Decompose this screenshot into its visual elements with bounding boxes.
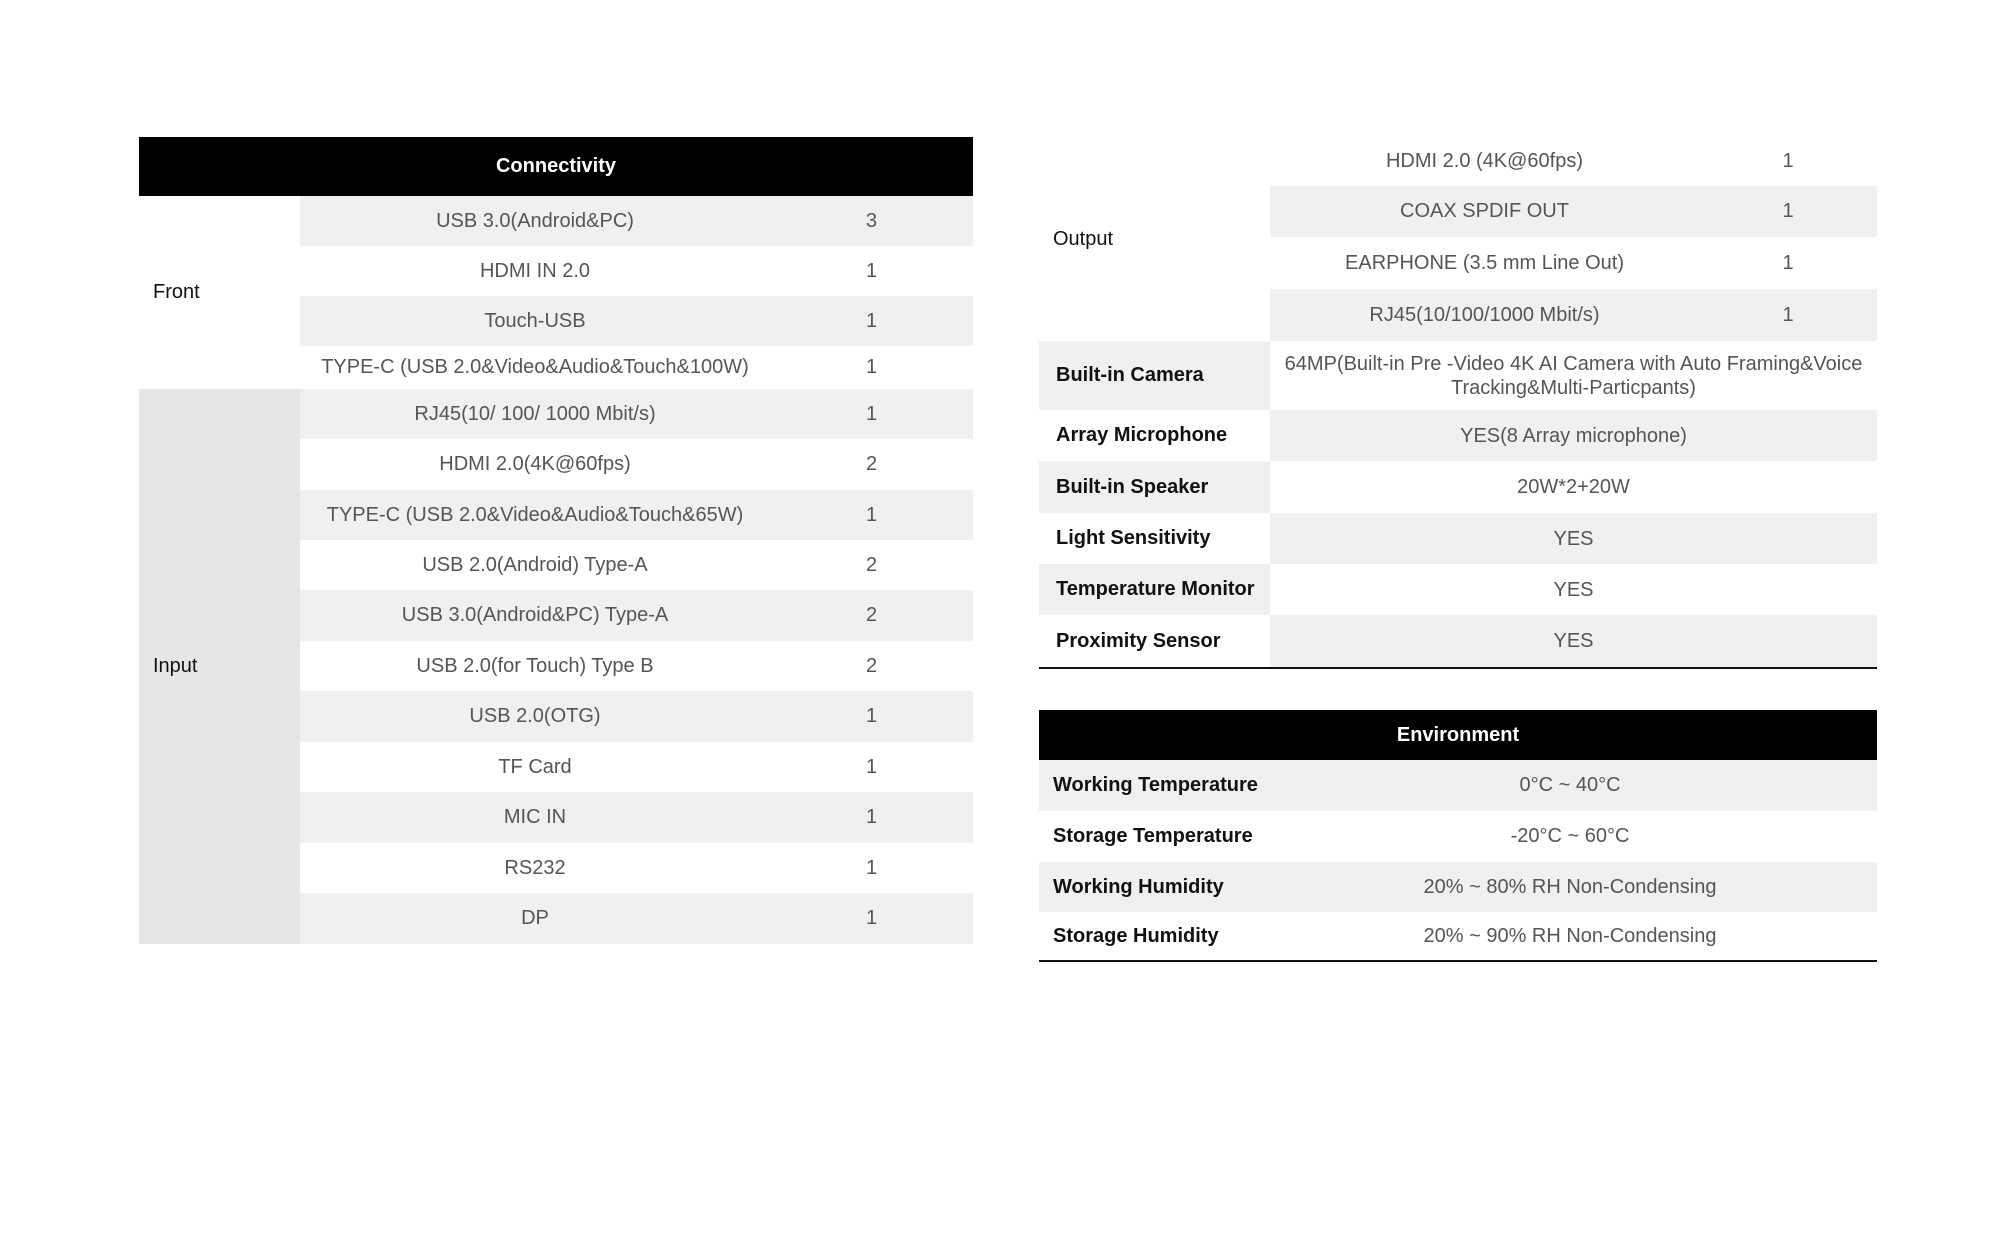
port-qty: 2 <box>865 604 878 626</box>
env-value: 0°C ~ 40°C <box>1519 774 1621 796</box>
table-row <box>1039 912 1877 960</box>
port-qty: 1 <box>865 806 878 828</box>
table-row <box>300 641 973 691</box>
port-name: RJ45(10/ 100/ 1000 Mbit/s) <box>414 402 656 425</box>
port-name: TYPE-C (USB 2.0&Video&Audio&Touch&65W) <box>326 503 744 526</box>
port-qty: 1 <box>865 705 878 727</box>
port-qty: 1 <box>865 259 878 282</box>
input-group <box>139 389 973 944</box>
feature-row-temperature-monitor <box>1039 564 1877 615</box>
port-name: RS232 <box>504 856 566 879</box>
env-label: Storage Humidity <box>1053 924 1219 947</box>
port-qty: 1 <box>865 402 878 425</box>
table-row <box>300 742 973 792</box>
port-name: COAX SPDIF OUT <box>1400 200 1569 222</box>
port-name: DP <box>521 907 549 929</box>
table-row <box>1039 760 1877 811</box>
port-name: MIC IN <box>503 806 567 828</box>
table-row <box>300 590 973 641</box>
port-name: USB 3.0(Android&PC) Type-A <box>401 604 669 626</box>
front-group-label: Front <box>153 281 200 303</box>
connectivity-header: Connectivity <box>139 137 973 196</box>
port-name: USB 3.0(Android&PC) <box>436 209 634 232</box>
feature-value: YES <box>1270 564 1877 615</box>
port-qty: 1 <box>865 503 878 526</box>
port-name: HDMI 2.0 (4K@60fps) <box>1385 150 1584 172</box>
feature-label: Proximity Sensor <box>1056 629 1221 652</box>
port-qty: 1 <box>1782 150 1794 172</box>
table-row <box>300 346 973 389</box>
table-row <box>300 893 973 944</box>
port-name: USB 2.0(Android) Type-A <box>422 553 648 576</box>
input-group-label: Input <box>139 389 300 944</box>
port-qty: 1 <box>1782 251 1794 274</box>
table-row <box>300 540 973 590</box>
port-qty: 1 <box>865 356 878 378</box>
table-row <box>300 490 973 540</box>
table-row <box>300 196 973 246</box>
feature-row-microphone <box>1039 410 1877 461</box>
port-qty: 1 <box>865 755 878 778</box>
feature-value: YES <box>1270 615 1877 667</box>
env-label: Working Temperature <box>1053 774 1258 796</box>
table-bottom-rule <box>1039 960 1877 962</box>
port-name: HDMI IN 2.0 <box>479 259 591 282</box>
port-qty: 2 <box>865 654 878 677</box>
feature-label: Light Sensitivity <box>1056 527 1211 549</box>
port-qty: 2 <box>865 553 878 576</box>
port-qty: 1 <box>865 856 878 879</box>
table-row <box>300 843 973 893</box>
table-row <box>1270 237 1877 289</box>
table-row <box>1039 862 1877 912</box>
env-label: Working Humidity <box>1053 875 1224 898</box>
port-qty: 1 <box>865 309 878 332</box>
feature-label: Array Microphone <box>1056 424 1228 446</box>
feature-value: YES(8 Array microphone) <box>1270 410 1877 461</box>
table-row <box>300 296 973 346</box>
port-name: EARPHONE (3.5 mm Line Out) <box>1345 251 1624 274</box>
table-row <box>1270 289 1877 341</box>
feature-row-speaker <box>1039 461 1877 513</box>
output-features-table <box>1039 137 1877 669</box>
port-qty: 2 <box>865 453 878 475</box>
table-row <box>300 691 973 742</box>
env-value: 20% ~ 80% RH Non-Condensing <box>1423 875 1717 898</box>
env-value: 20% ~ 90% RH Non-Condensing <box>1423 924 1717 947</box>
connectivity-table <box>139 137 973 944</box>
port-qty: 1 <box>1782 303 1794 326</box>
port-name: USB 2.0(for Touch) Type B <box>416 654 654 677</box>
environment-table <box>1039 710 1877 962</box>
output-group <box>1039 137 1877 341</box>
feature-value: YES <box>1270 513 1877 564</box>
feature-value: 64MP(Built-in Pre -Video 4K AI Camera with Auto Framing&Voice Tracking&Multi-Particpants) <box>1270 341 1877 410</box>
output-group-label: Output <box>1053 227 1114 250</box>
table-row <box>300 792 973 843</box>
table-row <box>1270 137 1877 186</box>
table-row <box>300 439 973 490</box>
port-name: USB 2.0(OTG) <box>469 705 601 727</box>
env-label: Storage Temperature <box>1053 825 1253 847</box>
port-name: RJ45(10/100/1000 Mbit/s) <box>1369 303 1600 326</box>
port-name: HDMI 2.0(4K@60fps) <box>439 453 631 475</box>
table-row <box>300 389 973 439</box>
port-name: TF Card <box>498 755 572 778</box>
feature-row-light-sensitivity <box>1039 513 1877 564</box>
port-name: Touch-USB <box>484 309 586 332</box>
feature-label: Temperature Monitor <box>1056 578 1255 600</box>
table-row <box>1039 811 1877 862</box>
table-row <box>1270 186 1877 237</box>
environment-header: Environment <box>1039 710 1877 760</box>
port-qty: 3 <box>865 209 878 232</box>
port-name: TYPE-C (USB 2.0&Video&Audio&Touch&100W) <box>321 356 749 378</box>
table-row <box>300 246 973 296</box>
feature-label: Built-in Camera <box>1056 364 1204 386</box>
feature-label: Built-in Speaker <box>1056 475 1209 498</box>
feature-row-proximity-sensor <box>1039 615 1877 667</box>
front-group <box>139 196 973 389</box>
table-bottom-rule <box>1039 667 1877 669</box>
port-qty: 1 <box>1782 200 1794 222</box>
feature-row-camera <box>1039 341 1877 410</box>
env-value: -20°C ~ 60°C <box>1510 825 1630 847</box>
feature-value: 20W*2+20W <box>1270 461 1877 513</box>
port-qty: 1 <box>865 907 878 929</box>
